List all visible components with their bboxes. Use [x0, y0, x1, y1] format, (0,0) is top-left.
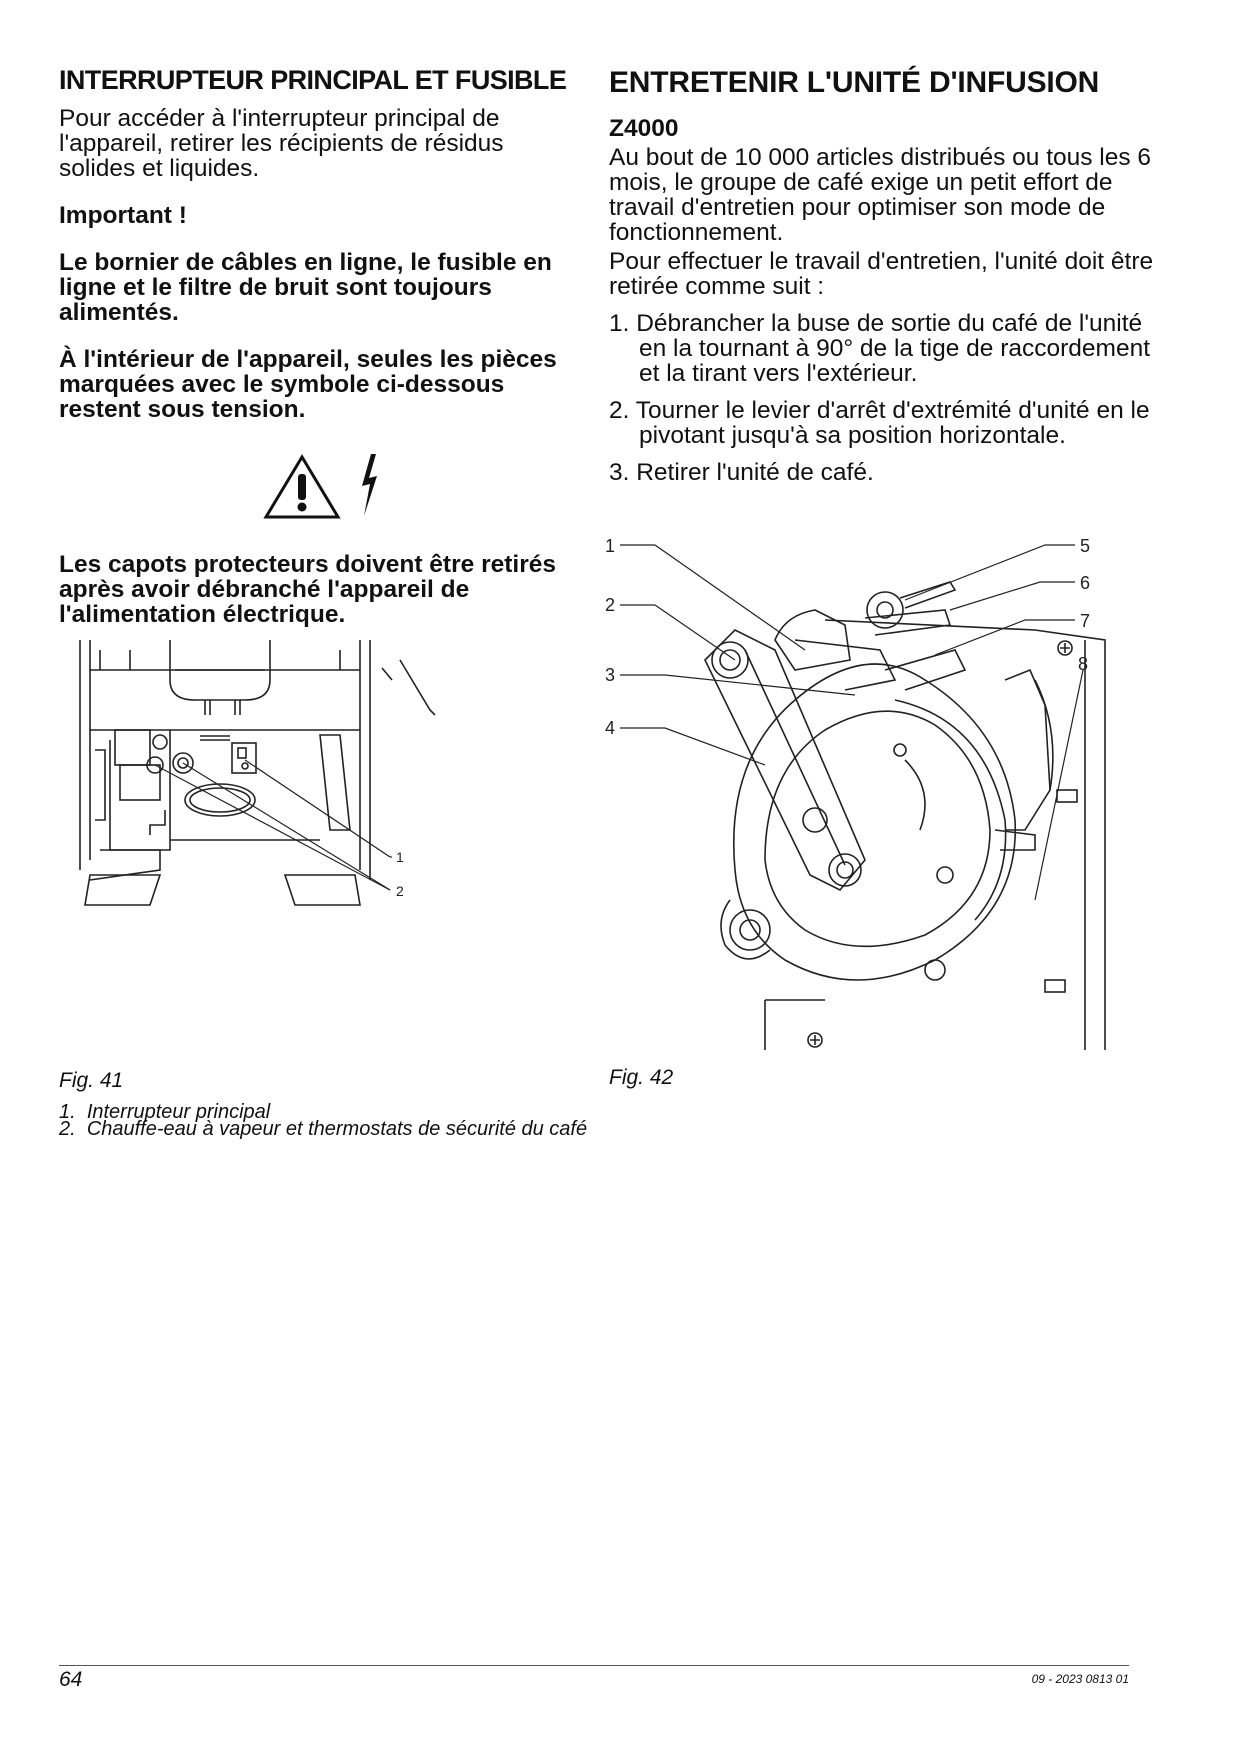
- model-subtitle: Z4000: [609, 115, 679, 142]
- figure-41-legend: [59, 1101, 599, 1140]
- warning-paragraph-2: À l'intérieur de l'appareil, seules les pièces marquées avec le symbole ci-dessous restent sous tension.: [59, 345, 557, 423]
- lightning-bolt-icon: [357, 452, 381, 518]
- callout-2: 2: [605, 595, 616, 615]
- step-item: 3. Retirer l'unité de café.: [609, 459, 874, 486]
- warning-paragraph-3: Les capots protecteurs doivent être retirés après avoir débranché l'appareil de l'alimentation électrique.: [59, 550, 556, 628]
- hazard-symbols: [59, 452, 579, 522]
- callout-5: 5: [1080, 536, 1091, 556]
- legend-item: 2. Chauffe-eau à vapeur et thermostats de sécurité du café: [59, 1118, 588, 1140]
- callout-2: 2: [396, 883, 404, 899]
- right-column: [609, 66, 1169, 485]
- figure-42-drawing: [605, 530, 1125, 1050]
- page-number: 64: [59, 1668, 83, 1691]
- step-item: 1. Débrancher la buse de sortie du café de l'unité en la tournant à 90° de la tige de raccordement et la tirant vers l'extérieur.: [609, 310, 1151, 387]
- callout-6: 6: [1080, 573, 1091, 593]
- left-column: [59, 66, 579, 627]
- figure-41-drawing: [70, 640, 490, 940]
- important-label: Important !: [59, 201, 187, 229]
- callout-4: 4: [605, 718, 616, 738]
- callout-8: 8: [1078, 654, 1089, 674]
- maintenance-paragraph-2: Pour effectuer le travail d'entretien, l'unité doit être retirée comme suit :: [609, 248, 1154, 300]
- intro-paragraph: Pour accéder à l'interrupteur principal de l'appareil, retirer les récipients de résidus solides et liquides.: [59, 104, 504, 182]
- callout-1: 1: [605, 536, 616, 556]
- legend-item: 1. Interrupteur principal: [59, 1101, 271, 1123]
- removal-steps: [609, 311, 1169, 485]
- warning-paragraph-1: Le bornier de câbles en ligne, le fusible en ligne et le filtre de bruit sont toujours alimentés.: [59, 248, 552, 326]
- warning-triangle-icon: [263, 454, 341, 520]
- figure-42-caption: Fig. 42: [609, 1066, 674, 1089]
- figure-41-caption: Fig. 41: [59, 1069, 124, 1092]
- callout-7: 7: [1080, 611, 1091, 631]
- section-title-main-switch: INTERRUPTEUR PRINCIPAL ET FUSIBLE: [59, 65, 567, 95]
- maintenance-paragraph-1: Au bout de 10 000 articles distribués ou tous les 6 mois, le groupe de café exige un petit effort de travail d'entretien pour optimiser son mode de fonctionnement.: [609, 144, 1152, 246]
- step-item: 2. Tourner le levier d'arrêt d'extrémité d'unité en le pivotant jusqu'à sa position horizontale.: [609, 397, 1150, 449]
- footer-divider: [59, 1665, 1129, 1666]
- section-title-brewing-unit: ENTRETENIR L'UNITÉ D'INFUSION: [609, 66, 1100, 99]
- callout-1: 1: [396, 849, 404, 865]
- callout-3: 3: [605, 665, 616, 685]
- document-code: 09 - 2023 0813 01: [1031, 1672, 1129, 1686]
